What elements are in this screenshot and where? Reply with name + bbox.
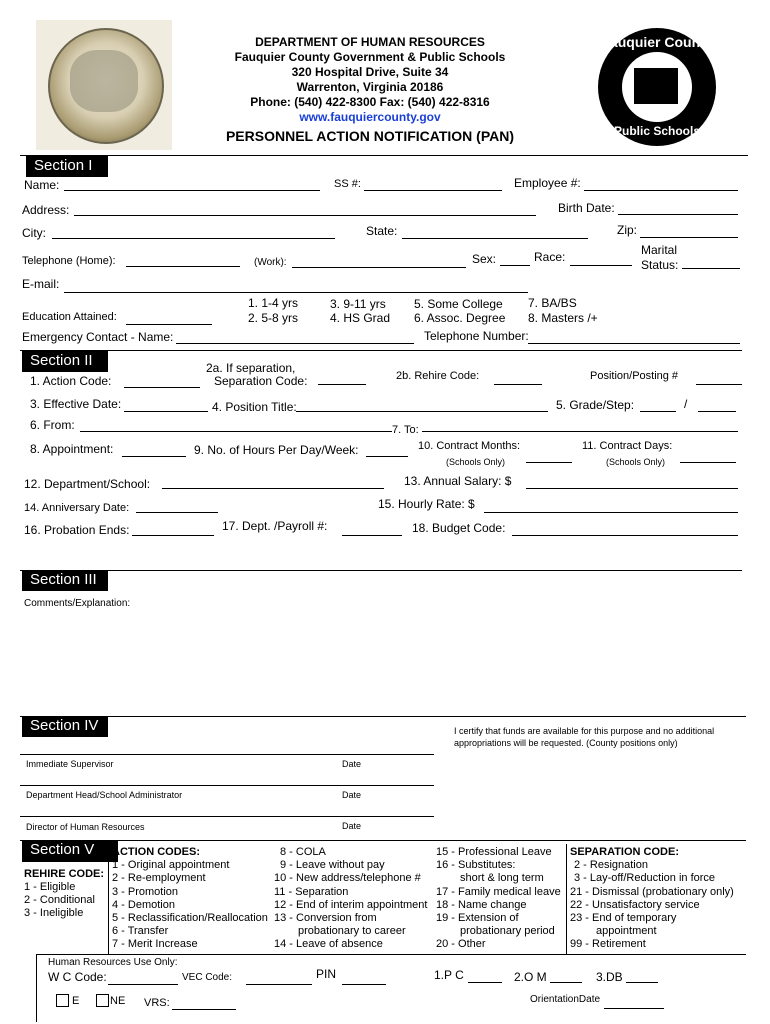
code-col2-5: 12 - End of interim appointment bbox=[274, 899, 428, 911]
effective-date-label: 3. Effective Date: bbox=[30, 397, 122, 411]
rehire-code-3: 3 - Ineligible bbox=[24, 907, 84, 919]
edu-option-8: 8. Masters /+ bbox=[528, 311, 598, 325]
race-label: Race: bbox=[534, 250, 566, 264]
rehire-code-1: 1 - Eligible bbox=[24, 881, 76, 893]
appointment-field[interactable] bbox=[122, 456, 186, 457]
separation-label-1: 2a. If separation, bbox=[206, 361, 296, 375]
marital-status-label: Status: bbox=[641, 258, 679, 272]
sex-label: Sex: bbox=[472, 252, 497, 266]
to-field[interactable] bbox=[422, 431, 738, 432]
supervisor-date-label: Date bbox=[342, 759, 362, 769]
birth-date-label: Birth Date: bbox=[558, 201, 615, 215]
separation-codes-title: SEPARATION CODE: bbox=[570, 846, 679, 858]
logo-inner-circle bbox=[622, 52, 692, 122]
address-label: Address: bbox=[22, 203, 70, 217]
separation-code-4: 22 - Unsatisfactory service bbox=[570, 899, 700, 911]
director-label: Director of Human Resources bbox=[26, 822, 145, 832]
header-phone: Phone: (540) 422-8300 Fax: (540) 422-8316 bbox=[250, 95, 490, 109]
annual-salary-label: 13. Annual Salary: $ bbox=[404, 474, 512, 488]
education-label: Education Attained: bbox=[22, 311, 117, 323]
address-field[interactable] bbox=[74, 215, 536, 216]
rehire-code-2: 2 - Conditional bbox=[24, 894, 95, 906]
section2-rule bbox=[20, 350, 742, 351]
city-label: City: bbox=[22, 226, 46, 240]
dept-payroll-label: 17. Dept. /Payroll #: bbox=[222, 519, 328, 533]
schools-logo bbox=[598, 28, 716, 146]
vec-code-field[interactable] bbox=[246, 984, 312, 985]
db-label: 3.DB bbox=[596, 970, 623, 984]
code-col3-7: probationary period bbox=[460, 925, 555, 937]
grade-step-label: 5. Grade/Step: bbox=[556, 398, 635, 412]
vrs-label: VRS: bbox=[144, 997, 170, 1009]
section5-rule bbox=[20, 840, 746, 841]
zip-field[interactable] bbox=[640, 237, 738, 238]
section1-heading: Section I bbox=[26, 156, 108, 177]
rehire-code-field[interactable] bbox=[494, 384, 542, 385]
ne-label: NE bbox=[110, 995, 126, 1007]
telephone-home-label: Telephone (Home): bbox=[22, 255, 116, 267]
telephone-number-label: Telephone Number: bbox=[424, 329, 529, 343]
header-department: DEPARTMENT OF HUMAN RESOURCES bbox=[255, 35, 485, 49]
dept-head-label: Department Head/School Administrator bbox=[26, 790, 183, 800]
hours-label: 9. No. of Hours Per Day/Week: bbox=[194, 443, 359, 457]
action-code-5: 5 - Reclassification/Reallocation bbox=[112, 912, 268, 924]
edu-option-4: 4. HS Grad bbox=[330, 311, 391, 325]
website-link[interactable]: www.fauquiercounty.gov bbox=[299, 110, 441, 124]
ss-field[interactable] bbox=[364, 190, 502, 191]
edu-option-5: 5. Some College bbox=[414, 297, 503, 311]
hr-use-left-border bbox=[36, 954, 37, 1022]
anniversary-date-field[interactable] bbox=[136, 512, 218, 513]
action-code-6: 6 - Transfer bbox=[112, 925, 169, 937]
action-code-field[interactable] bbox=[124, 387, 200, 388]
edu-option-7: 7. BA/BS bbox=[528, 296, 577, 310]
vec-code-label: VEC Code: bbox=[182, 972, 233, 983]
section1-rule bbox=[20, 155, 748, 156]
code-col2-6: 13 - Conversion from bbox=[274, 912, 377, 924]
action-code-3: 3 - Promotion bbox=[112, 886, 179, 898]
action-code-7: 7 - Merit Increase bbox=[112, 938, 198, 950]
contract-days-field[interactable] bbox=[680, 462, 736, 463]
header-city: Warrenton, Virginia 20186 bbox=[296, 80, 444, 94]
logo-text-bottom: Public Schools bbox=[613, 124, 700, 138]
form-title: PERSONNEL ACTION NOTIFICATION (PAN) bbox=[225, 128, 515, 144]
action-codes-title: ACTION CODES: bbox=[112, 846, 200, 858]
ipc-field[interactable] bbox=[468, 982, 502, 983]
schools-only-note-1: (Schools Only) bbox=[446, 457, 506, 467]
code-col2-4: 11 - Separation bbox=[274, 886, 349, 898]
code-col3-1: 15 - Professional Leave bbox=[436, 846, 552, 858]
hours-field[interactable] bbox=[366, 456, 408, 457]
e-checkbox[interactable] bbox=[56, 994, 69, 1007]
schools-only-note-2: (Schools Only) bbox=[606, 457, 666, 467]
effective-date-field[interactable] bbox=[124, 411, 208, 412]
state-field[interactable] bbox=[402, 238, 588, 239]
position-title-label: 4. Position Title: bbox=[212, 400, 297, 414]
section5-heading: Section V bbox=[22, 840, 118, 862]
emergency-contact-label: Emergency Contact - Name: bbox=[22, 330, 174, 344]
action-code-1: 1 - Original appointment bbox=[112, 859, 230, 871]
separation-code-2: 3 - Lay-off/Reduction in force bbox=[574, 872, 716, 884]
grade-field[interactable] bbox=[640, 411, 676, 412]
race-field[interactable] bbox=[570, 265, 632, 266]
contract-months-field[interactable] bbox=[526, 462, 572, 463]
header-street: 320 Hospital Drive, Suite 34 bbox=[291, 65, 449, 79]
code-col3-8: 20 - Other bbox=[436, 938, 486, 950]
from-field[interactable] bbox=[80, 431, 392, 432]
certify-text-2: appropriations will be requested. (County positions only) bbox=[454, 738, 678, 748]
separation-code-3: 21 - Dismissal (probationary only) bbox=[570, 886, 734, 898]
county-seal bbox=[36, 20, 172, 150]
orientation-date-label: OrientationDate bbox=[530, 994, 601, 1005]
section2-heading: Section II bbox=[22, 351, 108, 372]
certify-text-1: I certify that funds are available for this purpose and no additional bbox=[454, 726, 715, 736]
sex-field[interactable] bbox=[500, 265, 530, 266]
separation-code-field[interactable] bbox=[318, 384, 366, 385]
name-field[interactable] bbox=[64, 190, 320, 191]
code-col3-2: 16 - Substitutes: bbox=[436, 859, 516, 871]
section4-heading: Section IV bbox=[22, 716, 108, 737]
budget-code-field[interactable] bbox=[512, 535, 738, 536]
code-col3-3: short & long term bbox=[460, 872, 544, 884]
edu-option-2: 2. 5-8 yrs bbox=[248, 311, 299, 325]
separation-code-6: appointment bbox=[596, 925, 657, 937]
code-col3-5: 18 - Name change bbox=[436, 899, 527, 911]
hourly-rate-field[interactable] bbox=[484, 512, 738, 513]
code-col2-8: 14 - Leave of absence bbox=[274, 938, 383, 950]
work-label: (Work): bbox=[254, 257, 287, 268]
rehire-code-label: 2b. Rehire Code: bbox=[396, 370, 480, 382]
telephone-home-field[interactable] bbox=[126, 266, 240, 267]
department-field[interactable] bbox=[162, 488, 384, 489]
section3-heading: Section III bbox=[22, 570, 108, 591]
hourly-rate-label: 15. Hourly Rate: $ bbox=[378, 497, 475, 511]
code-col2-1: 8 - COLA bbox=[280, 846, 326, 858]
dept-head-date-label: Date bbox=[342, 790, 362, 800]
ne-checkbox[interactable] bbox=[96, 994, 109, 1007]
supervisor-rule bbox=[20, 754, 434, 755]
logo-text-top: Fauquier County bbox=[601, 34, 713, 50]
separation-code-1: 2 - Resignation bbox=[574, 859, 648, 871]
ss-label: SS #: bbox=[334, 178, 361, 190]
section4-rule bbox=[20, 716, 746, 717]
ipc-label: 1.P C bbox=[434, 968, 464, 982]
separation-code-5: 23 - End of temporary bbox=[570, 912, 677, 924]
separation-code-7: 99 - Retirement bbox=[570, 938, 646, 950]
director-rule bbox=[20, 816, 434, 817]
e-label: E bbox=[72, 995, 80, 1007]
employee-label: Employee #: bbox=[514, 176, 581, 190]
annual-salary-field[interactable] bbox=[526, 488, 738, 489]
hr-use-rule bbox=[36, 954, 746, 955]
comments-area[interactable] bbox=[24, 612, 744, 708]
marital-status-field[interactable] bbox=[682, 268, 740, 269]
code-col2-7: probationary to career bbox=[298, 925, 406, 937]
anniversary-date-label: 14. Anniversary Date: bbox=[24, 502, 130, 514]
db-field[interactable] bbox=[626, 982, 658, 983]
header-org: Fauquier County Government & Public Schools bbox=[234, 50, 506, 64]
grade-slash: / bbox=[684, 397, 688, 411]
contract-days-label: 11. Contract Days: bbox=[582, 440, 673, 452]
to-label: 7. To: bbox=[392, 424, 419, 436]
education-field[interactable] bbox=[126, 324, 212, 325]
om-field[interactable] bbox=[550, 982, 582, 983]
budget-code-label: 18. Budget Code: bbox=[412, 521, 506, 535]
codes-divider bbox=[108, 844, 109, 954]
marital-label: Marital bbox=[641, 243, 678, 257]
action-code-4: 4 - Demotion bbox=[112, 899, 175, 911]
header-website-row bbox=[200, 110, 540, 124]
email-label: E-mail: bbox=[22, 277, 60, 291]
comments-label: Comments/Explanation: bbox=[24, 598, 131, 609]
telephone-number-field[interactable] bbox=[528, 343, 740, 344]
action-code-2: 2 - Re-employment bbox=[112, 872, 206, 884]
position-title-field[interactable] bbox=[296, 411, 548, 412]
contract-months-label: 10. Contract Months: bbox=[418, 440, 521, 452]
om-label: 2.O M bbox=[514, 970, 547, 984]
code-col3-6: 19 - Extension of bbox=[436, 912, 519, 924]
department-label: 12. Department/School: bbox=[24, 477, 151, 491]
code-col3-4: 17 - Family medical leave bbox=[436, 886, 561, 898]
section3-rule bbox=[20, 570, 742, 571]
probation-ends-field[interactable] bbox=[132, 535, 214, 536]
wc-code-label: W C Code: bbox=[48, 970, 107, 984]
edu-option-3: 3. 9-11 yrs bbox=[330, 297, 386, 311]
dept-head-rule bbox=[20, 785, 434, 786]
position-posting-field[interactable] bbox=[696, 384, 742, 385]
edu-option-1: 1. 1-4 yrs bbox=[248, 296, 299, 310]
wc-code-field[interactable] bbox=[108, 984, 178, 985]
separation-label-2: Separation Code: bbox=[214, 374, 308, 388]
vrs-field[interactable] bbox=[172, 1009, 236, 1010]
logo-book-icon bbox=[634, 68, 678, 104]
work-phone-field[interactable] bbox=[292, 267, 466, 268]
dept-payroll-field[interactable] bbox=[342, 535, 402, 536]
birth-date-field[interactable] bbox=[618, 214, 738, 215]
pin-label: PIN bbox=[316, 967, 337, 981]
action-code-label: 1. Action Code: bbox=[30, 374, 112, 388]
position-posting-label: Position/Posting # bbox=[590, 370, 679, 382]
director-date-label: Date bbox=[342, 821, 362, 831]
code-col2-2: 9 - Leave without pay bbox=[280, 859, 385, 871]
from-label: 6. From: bbox=[30, 418, 75, 432]
city-field[interactable] bbox=[52, 238, 335, 239]
appointment-label: 8. Appointment: bbox=[30, 442, 114, 456]
rehire-code-title: REHIRE CODE: bbox=[24, 868, 105, 880]
pin-field[interactable] bbox=[342, 984, 386, 985]
code-col2-3: 10 - New address/telephone # bbox=[274, 872, 421, 884]
seal-eagle-emblem bbox=[70, 50, 138, 112]
separation-divider bbox=[566, 844, 567, 954]
name-label: Name: bbox=[24, 178, 60, 192]
email-field[interactable] bbox=[64, 292, 528, 293]
hr-use-title: Human Resources Use Only: bbox=[48, 957, 178, 968]
employee-field[interactable] bbox=[584, 190, 738, 191]
state-label: State: bbox=[366, 224, 398, 238]
edu-option-6: 6. Assoc. Degree bbox=[414, 311, 506, 325]
step-field[interactable] bbox=[698, 411, 736, 412]
orientation-date-field[interactable] bbox=[604, 1008, 664, 1009]
emergency-contact-field[interactable] bbox=[176, 343, 414, 344]
immediate-supervisor-label: Immediate Supervisor bbox=[26, 759, 114, 769]
probation-ends-label: 16. Probation Ends: bbox=[24, 523, 130, 537]
zip-label: Zip: bbox=[617, 223, 638, 237]
